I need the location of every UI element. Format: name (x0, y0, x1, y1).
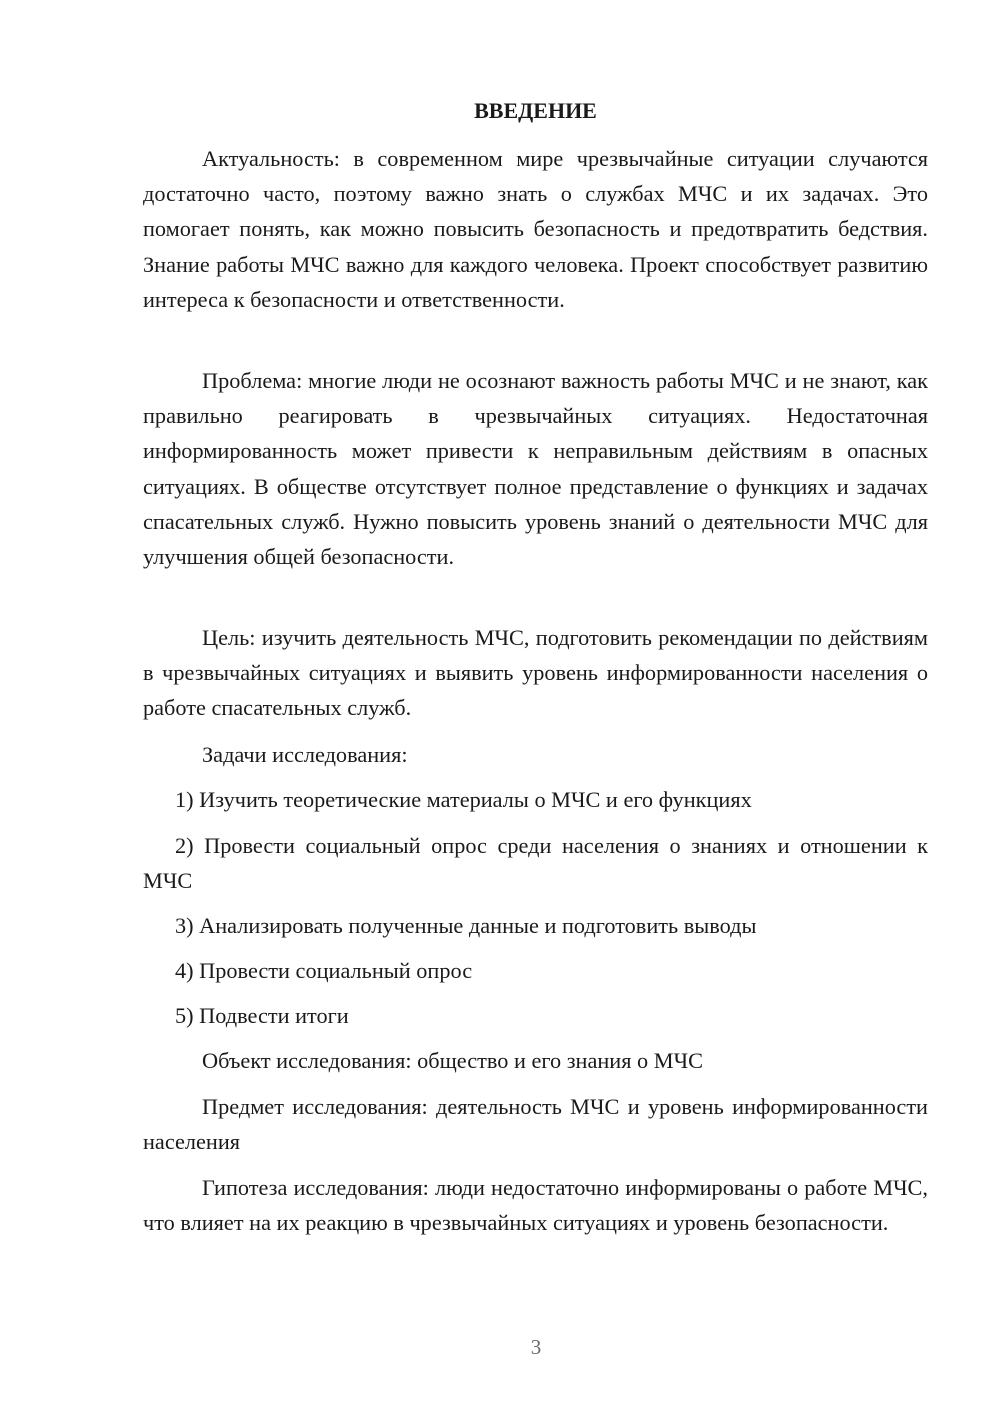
task-item-5: 5) Подвести итоги (175, 1003, 349, 1028)
task-item-2: 2) Провести социальный опрос среди населения о знаниях и отношении к МЧС (143, 833, 928, 894)
object-paragraph: Объект исследования: общество и его знания о МЧС (202, 1048, 703, 1073)
task-item-3: 3) Анализировать полученные данные и подготовить выводы (175, 913, 757, 938)
relevance-paragraph: Актуальность: в современном мире чрезвычайные ситуации случаются достаточно часто, поэтому важно знать о службах МЧС и их задачах. Это помогает понять, как можно повысить безопасность и предотвратить бедствия. Знание работы МЧС важно для каждого человека. Проект способствует развитию интереса к безопасности и ответственности. (143, 146, 928, 312)
task-item-1: 1) Изучить теоретические материалы о МЧС и его функциях (175, 787, 752, 812)
goal-paragraph: Цель: изучить деятельность МЧС, подготовить рекомендации по действиям в чрезвычайных ситуациях и выявить уровень информированности населения о работе спасательных служб. (143, 625, 928, 721)
problem-paragraph: Проблема: многие люди не осознают важность работы МЧС и не знают, как правильно реагировать в чрезвычайных ситуациях. Недостаточная информированность может привести к неправильным действиям в опасных ситуациях. В обществе отсутствует полное представление о функциях и задачах спасательных служб. Нужно повысить уровень знаний о деятельности МЧС для улучшения общей безопасности. (143, 368, 928, 570)
page-number: 3 (530, 1335, 542, 1359)
task-item-4: 4) Провести социальный опрос (175, 958, 473, 983)
hypothesis-paragraph: Гипотеза исследования: люди недостаточно информированы о работе МЧС, что влияет на их реакцию в чрезвычайных ситуациях и уровень безопасности. (143, 1175, 928, 1236)
page-title: ВВЕДЕНИЕ (474, 98, 597, 123)
tasks-heading: Задачи исследования: (202, 742, 408, 767)
subject-paragraph: Предмет исследования: деятельность МЧС и уровень информированности населения (143, 1094, 928, 1155)
